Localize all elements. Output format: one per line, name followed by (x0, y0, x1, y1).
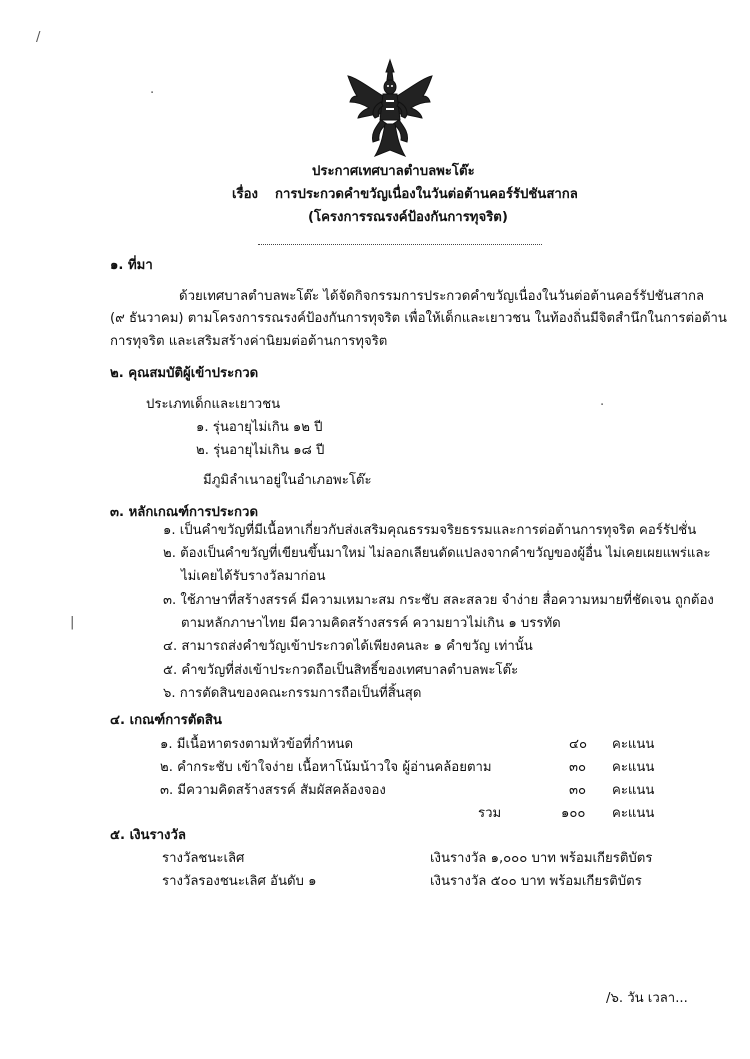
criterion-score: ๓๐ (569, 760, 587, 775)
list-item: ๒. รุ่นอายุไม่เกิน ๑๘ ปี (196, 443, 325, 458)
criteria-line: ๖. การตัดสินของคณะกรรมการถือเป็นที่สิ้นสุด (163, 686, 422, 701)
total-label: รวม (478, 806, 502, 821)
project-name: (โครงการรณรงค์ป้องกันการทุจริต) (308, 210, 508, 225)
section-heading: ๕. เงินรางวัล (110, 828, 186, 843)
section-heading: ๔. เกณฑ์การตัดสิน (110, 713, 222, 728)
criteria-line: ตามหลักภาษาไทย มีความคิดสร้างสรรค์ ความยาวไม่เกิน ๑ บรรทัด (181, 616, 561, 631)
scan-mark: · (150, 86, 155, 101)
criteria-line: ๔. สามารถส่งคำขวัญเข้าประกวดได้เพียงคนละ ๑ คำขวัญ เท่านั้น (163, 639, 533, 654)
criterion-score: ๓๐ (569, 783, 587, 798)
category-label: ประเภทเด็กและเยาวชน (146, 397, 281, 412)
subject-text: การประกวดคำขวัญเนื่องในวันต่อต้านคอร์รัปชันสากล (275, 187, 578, 202)
criterion-score: ๔๐ (569, 737, 588, 752)
paragraph-line: (๙ ธันวาคม) ตามโครงการรณรงค์ป้องกันการทุจริต เพื่อให้เด็กและเยาวชน ในท้องถิ่นมีจิตสำนึกในการต่อต้าน (110, 311, 727, 326)
prize-amount: เงินรางวัล ๕๐๐ บาท พร้อมเกียรติบัตร (430, 874, 642, 889)
announcement-title: ประกาศเทศบาลตำบลพะโต๊ะ (312, 164, 475, 179)
judging-criterion: ๒. คำกระชับ เข้าใจง่าย เนื้อหาโน้มน้าวใจ ผู้อ่านคล้อยตาม (160, 760, 492, 775)
score-unit: คะแนน (612, 783, 655, 798)
criteria-line: ๑. เป็นคำขวัญที่มีเนื้อหาเกี่ยวกับส่งเสริมคุณธรรมจริยธรรมและการต่อต้านการทุจริต คอร์รัปชั่น (163, 523, 697, 538)
list-item: ๑. รุ่นอายุไม่เกิน ๑๒ ปี (196, 420, 323, 435)
criteria-line: ๓. ใช้ภาษาที่สร้างสรรค์ มีความเหมาะสม กระชับ สละสลวย จำง่าย สื่อความหมายที่ชัดเจน ถูกต้อง (163, 593, 714, 608)
score-unit: คะแนน (612, 806, 655, 821)
scan-mark: · (600, 398, 605, 413)
paragraph-line: ด้วยเทศบาลตำบลพะโต๊ะ ได้จัดกิจกรรมการประกวดคำขวัญเนื่องในวันต่อต้านคอร์รัปชันสากล (179, 289, 705, 304)
judging-criterion: ๓. มีความคิดสร้างสรรค์ สัมผัสคล้องจอง (160, 783, 386, 798)
scan-mark: / (36, 30, 41, 45)
criteria-line: ไม่เคยได้รับรางวัลมาก่อน (181, 569, 326, 584)
section-heading: ๑. ที่มา (110, 258, 153, 273)
judging-criterion: ๑. มีเนื้อหาตรงตามหัวข้อที่กำหนด (160, 737, 354, 752)
criteria-line: ๕. คำขวัญที่ส่งเข้าประกวดถือเป็นสิทธิ์ของเทศบาลตำบลพะโต๊ะ (163, 663, 519, 678)
prize-amount: เงินรางวัล ๑,๐๐๐ บาท พร้อมเกียรติบัตร (430, 851, 653, 866)
total-score: ๑๐๐ (561, 806, 586, 821)
score-unit: คะแนน (612, 760, 655, 775)
garuda-emblem-icon (345, 58, 435, 162)
paragraph-line: การทุจริต และเสริมสร้างค่านิยมต่อต้านการทุจริต (110, 334, 388, 349)
prize-label: รางวัลรองชนะเลิศ อันดับ ๑ (162, 874, 317, 889)
criteria-line: ๒. ต้องเป็นคำขวัญที่เขียนขึ้นมาใหม่ ไม่ลอกเลียนดัดแปลงจากคำขวัญของผู้อื่น ไม่เคยเผยแพร่และ (163, 546, 711, 561)
scan-mark: | (70, 615, 75, 630)
header-divider (258, 244, 542, 245)
residence-requirement: มีภูมิลำเนาอยู่ในอำเภอพะโต๊ะ (203, 473, 372, 488)
subject-label: เรื่อง (232, 187, 258, 202)
section-heading: ๓. หลักเกณฑ์การประกวด (110, 505, 259, 520)
score-unit: คะแนน (612, 737, 655, 752)
page-continuation: /๖. วัน เวลา... (606, 991, 688, 1006)
section-heading: ๒. คุณสมบัติผู้เข้าประกวด (110, 366, 259, 381)
prize-label: รางวัลชนะเลิศ (162, 851, 245, 866)
